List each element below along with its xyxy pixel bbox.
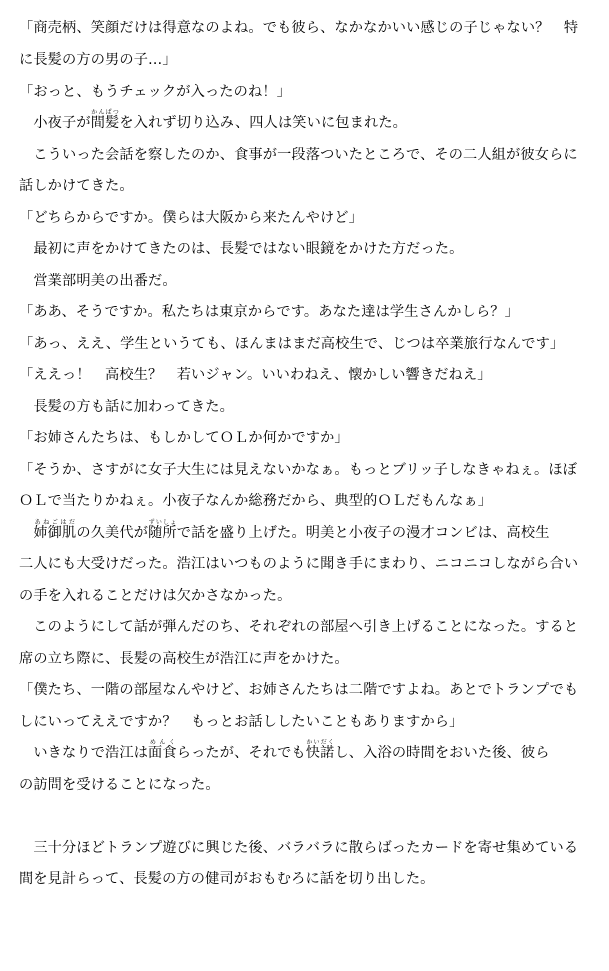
- ruby-annotation: 間髪かんぱつ: [90, 109, 120, 131]
- text-line: 「お姉さんたちは、もしかしてＯＬか何かですか」: [19, 430, 349, 446]
- text-line: 最初に声をかけてきたのは、長髪ではない眼鏡をかけた方だった。: [19, 241, 464, 257]
- text-line: 三十分ほどトランプ遊びに興じた後、バラバラに散らばったカードを寄せ集めている: [19, 839, 579, 856]
- text-line: 間を見計らって、長髪の方の健司がおもむろに話を切り出した。: [19, 871, 435, 887]
- text-line: 「あっ、ええ、学生というても、ほんまはまだ高校生で、じつは卒業旅行なんです」: [19, 335, 565, 352]
- ruby-annotation: 随所ずいしょ: [148, 518, 177, 541]
- ruby-annotation: 姉御肌あねごはだ: [33, 518, 77, 541]
- text-line: 「どちらからですか。僕らは大阪から来たんやけど」: [19, 209, 363, 226]
- text-line: 「ああ、そうですか。私たちは東京からです。あなた達は学生さんかしら？」: [19, 304, 519, 320]
- text-line: 話しかけてきた。: [19, 178, 134, 194]
- text-line: 「僕たち、一階の部屋なんやけど、お姉さんたちは二階ですよね。あとでトランプでも: [19, 682, 579, 698]
- text-line: こういった会話を察したのか、食事が一段落ついたところで、その二人組が彼女らに: [19, 146, 578, 163]
- text-line: の手を入れることだけは欠かさなかった。: [19, 587, 292, 604]
- text-line: 小夜子が間髪かんぱつを入れず切り込み、四人は笑いに包まれた。: [19, 109, 407, 131]
- text-line: いきなりで浩江は面食めんくらったが、それでも快諾かいだくし、入浴の時間をおいた後、彼ら: [19, 739, 550, 761]
- text-line: 「商売柄、笑顔だけは得意なのよね。でも彼ら、なかなかいい感じの子じゃない？ 特: [19, 20, 579, 36]
- text-line: 「そうか、さすがに女子大生には見えないかなぁ。もっとブリッ子しなきゃねぇ。ほぼ: [19, 461, 578, 478]
- ruby-annotation: 面食めんく: [148, 739, 177, 761]
- text-line: 長髪の方も話に加わってきた。: [19, 398, 234, 415]
- text-line: の訪問を受けることになった。: [19, 776, 220, 793]
- text-line: 「ええっ！ 高校生？ 若いジャン。いいわねえ、懐かしい響きだねえ」: [19, 367, 492, 383]
- text-line: に長髪の方の男の子…」: [19, 52, 177, 68]
- text-line: しにいってええですか？ もっとお話ししたいこともありますから」: [19, 713, 464, 730]
- text-line: このようにして話が弾んだのち、それぞれの部屋へ引き上げることになった。すると: [19, 619, 579, 635]
- text-line: [19, 796, 600, 828]
- text-line: 二人にも大受けだった。浩江はいつものように聞き手にまわり、ニコニコしながら合い: [19, 556, 579, 572]
- ruby-annotation: 快諾かいだく: [305, 739, 335, 761]
- text-line: 営業部明美の出番だ。: [19, 272, 177, 289]
- text-line: 姉御肌あねごはだの久美代が随所ずいしょで話を盛り上げた。明美と小夜子の漫才コンビは、高校生: [33, 518, 550, 541]
- text-line: 席の立ち際に、長髪の高校生が浩江に声をかけた。: [19, 650, 349, 667]
- text-line: ＯＬで当たりかねぇ。小夜子なんか総務だから、典型的ＯＬだもんなぁ」: [19, 493, 493, 509]
- text-line: 「おっと、もうチェックが入ったのね！」: [19, 83, 291, 100]
